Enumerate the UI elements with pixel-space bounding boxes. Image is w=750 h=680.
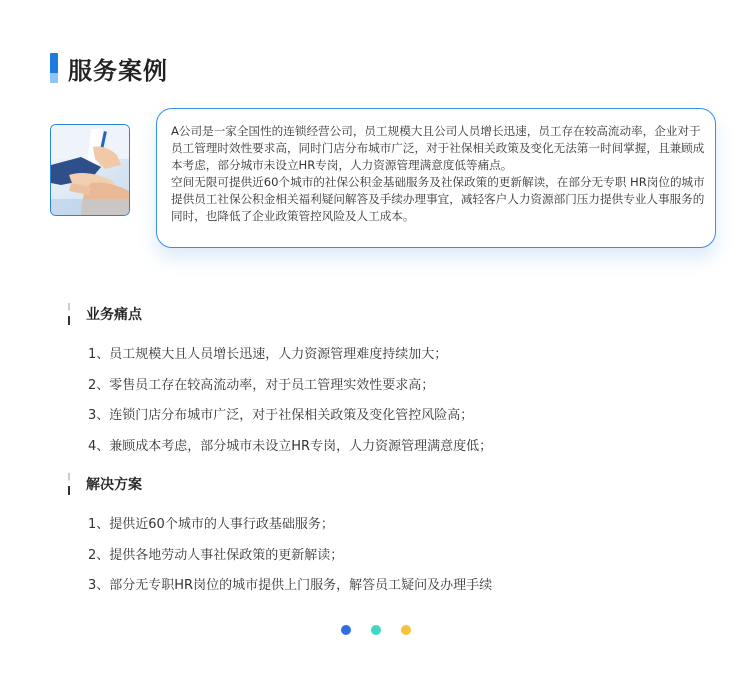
title-accent-bar [50, 53, 58, 83]
pagination-dot-3[interactable] [401, 625, 411, 635]
list-item: 2、提供各地劳动人事社保政策的更新解读； [88, 547, 344, 563]
pagination-dot-1[interactable] [341, 625, 351, 635]
handshake-illustration [51, 125, 129, 215]
pain-points-title: 业务痛点 [86, 307, 142, 323]
list-item: 4、兼顾成本考虑，部分城市未设立HR专岗，人力资源管理满意度低； [88, 438, 493, 454]
case-paragraph-1: A公司是一家全国性的连锁经营公司，员工规模大且公司人员增长迅速，员工存在较高流动率，企业对于员工管理时效性要求高，同时门店分布城市广泛，对于社保相关政策及变化无法第一时间掌握，且兼顾成本考虑，部分城市未设立HR专岗，人力资源管理满意度低等痛点。 [171, 124, 705, 172]
solutions-title: 解决方案 [86, 477, 142, 493]
solutions-list [88, 516, 492, 608]
case-paragraph-2: 空间无限可提供近60个城市的社保公积金基础服务及社保政策的更新解读，在部分无专职 HR岗位的城市提供员工社保公积金相关福利疑问解答及手续办理事宜，减轻客户人力资源部门压力提供专业人事服务的同时，也降低了企业政策管控风险及人工成本。 [171, 175, 705, 223]
list-item: 1、员工规模大且人员增长迅速，人力资源管理难度持续加大； [88, 347, 448, 362]
section-marker [68, 303, 70, 325]
list-item: 3、部分无专职HR岗位的城市提供上门服务，解答员工疑问及办理手续 [88, 578, 493, 593]
handshake-photo [50, 124, 130, 216]
pagination-dot-2[interactable] [371, 625, 381, 635]
list-item: 3、连锁门店分布城市广泛，对于社保相关政策及变化管控风险高； [88, 408, 474, 423]
list-item: 1、提供近60个城市的人事行政基础服务； [88, 517, 334, 532]
pain-points-heading [68, 303, 142, 325]
case-description-card [156, 108, 716, 248]
section-marker [68, 473, 70, 495]
pagination-dots [341, 625, 411, 635]
pain-points-list [88, 346, 492, 468]
page-title: 服务案例 [68, 56, 168, 85]
list-item: 2、零售员工存在较高流动率，对于员工管理实效性要求高； [88, 377, 435, 393]
page-title-block [50, 52, 168, 84]
solutions-heading [68, 473, 142, 495]
